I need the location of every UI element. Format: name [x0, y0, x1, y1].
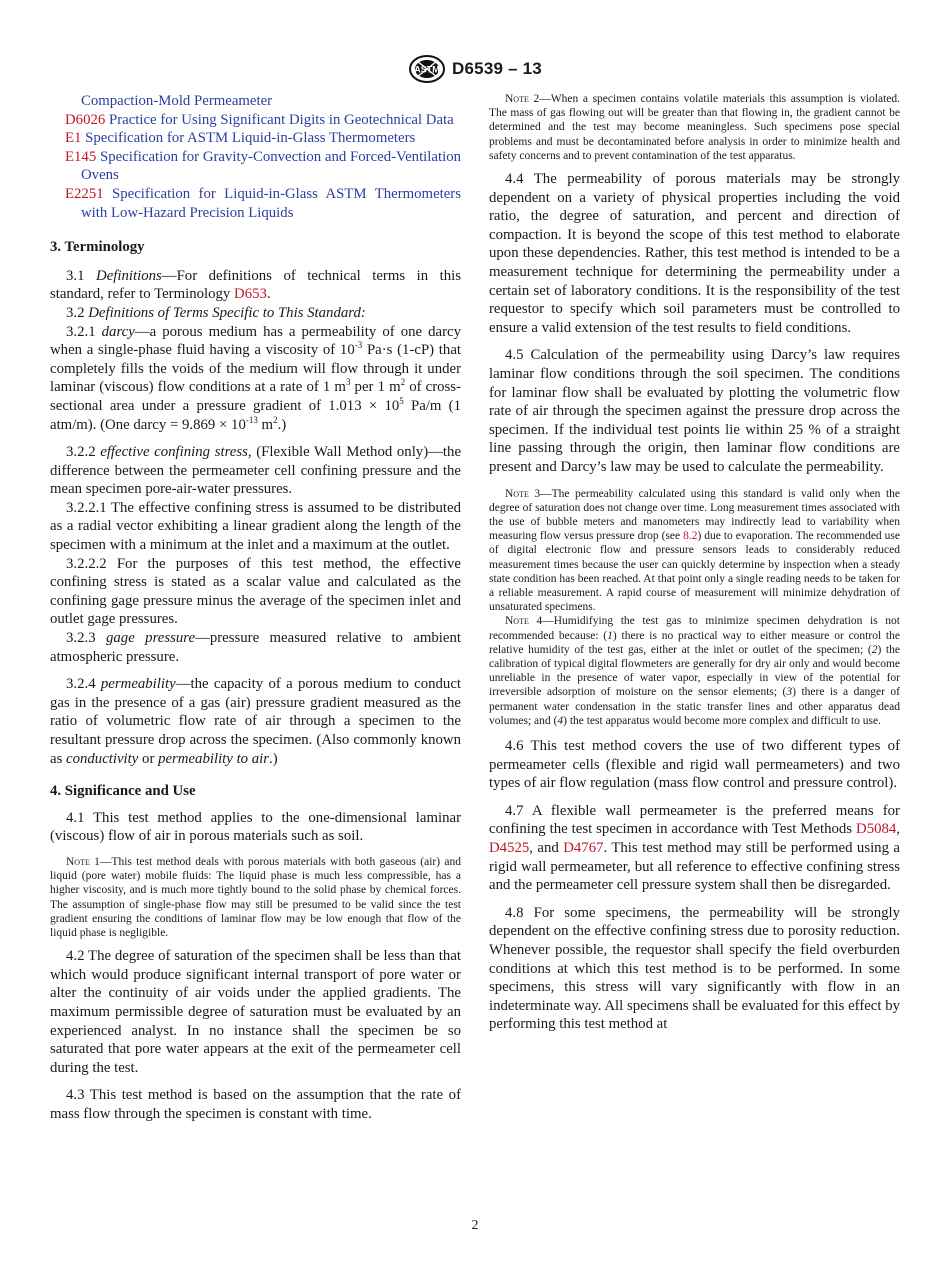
paragraph-4-2: 4.2 The degree of saturation of the specimen shall be less than that which would produce significant internal transport of pore water or alter the continuity of air voids under the applied gradients. The maximum permissible degree of saturation must be evaluated by an experienced analyst. In no instance shall the specimen be so saturated that pore water appears at the exit of the permeameter cell during the test. [50, 948, 461, 1076]
page-header [0, 52, 950, 86]
paragraph-4-6: 4.6 This test method covers the use of two different types of permeameter cells (flexible and rigid wall permeameters) and two types of air flow regulation (mass flow control and pressure control). [489, 737, 900, 792]
section-link[interactable]: 8.2 [683, 530, 698, 543]
note-1: Note 1—This test method deals with porous materials with both gaseous (air) and liquid (pore water) mobile fluids: The liquid phase is much less compressible, has a higher viscosity, and is much more tightly bound to the solid phase by chemical forces. The assumption of single-phase flow may still be presumed to be valid since the test gradient ensuring the conditions of laminar flow may be low enough that flow of the liquid phase is negligible. [50, 855, 461, 939]
paragraph-3-2-2: 3.2.2 effective confining stress, (Flexible Wall Method only)—the difference between the permeameter cell confining pressure and the mean specimen pore-air-water pressures. [50, 444, 462, 498]
right-column [489, 92, 900, 1034]
reference-code-link[interactable]: E1 [65, 130, 82, 147]
section-heading-significance: 4. Significance and Use [50, 783, 196, 800]
reference-continuation: Compaction-Mold Permeameter [81, 93, 273, 109]
standard-link-d4767[interactable]: D4767 [563, 839, 604, 856]
paragraph-4-1: 4.1 This test method applies to the one-dimensional laminar (viscous) flow of air in porous materials such as soil. [50, 809, 461, 845]
page-number: 2 [471, 1218, 479, 1233]
standard-link-d4525[interactable]: D4525 [489, 839, 530, 856]
paragraph-3-2-2-1: 3.2.2.1 The effective confining stress is assumed to be distributed as a radial vector exhibiting a linear gradient along the length of the specimen with a minimum at the inlet and a maximum at the outlet. [50, 499, 461, 554]
reference-code-link[interactable]: E2251 [65, 185, 104, 202]
paragraph-3-2-1: 3.2.1 darcy—a porous medium has a permeability of one darcy when a single-phase fluid having a viscosity of $10^{-3}$ Pa·s (1-cP) that completely fills the voids of the medium will flow through it under laminar (viscous) flow conditions at a rate of 1 $m^3$ per 1 $m^2$ of cross-sectional area under a pressure gradient of $1.013 \times 10^5$ Pa/m (1 atm/m). (One darcy = $9.869 \times 10^{-13}$ $m^2$.) [50, 323, 461, 433]
paragraph-3-1: 3.1 Definitions—For definitions of technical terms in this standard, refer to Terminology D653. [50, 267, 461, 303]
paragraph-4-3: 4.3 This test method is based on the assumption that the rate of mass flow through the specimen is constant with time. [50, 1087, 461, 1122]
paragraph-4-7: 4.7 A flexible wall permeameter is the preferred means for confining the test specimen in accordance with Test Methods D5084, D4525, and D4767. This test method may still be performed using a rigid wall permeameter, but all reference to effective confining stress and the permeameter cell pressure system shall then be disregarded. [489, 802, 900, 894]
standard-link-d5084[interactable]: D5084 [856, 821, 897, 838]
note-2: Note 2—When a specimen contains volatile materials this assumption is violated. The mass of gas flowing out will be greater than that flowing in, the gradient cannot be determined and the test may become meaningless. Such specimens pose special problems and must be decontaminated before analysis in order to minimize health and safety concerns and to prevent contamination of the test apparatus. [489, 93, 901, 162]
reference-item: D6026 Practice for Using Significant Digits in Geotechnical Data [65, 111, 454, 128]
note-4: Note 4—Humidifying the test gas to minimize specimen dehydration is not recommended because: (1) there is no practical way to either measure or control the relative humidity of the test gas, either at the inlet or outlet of the specimen; (2) the calibration of typical digital flowmeters are generally for dry air only and would become unreliable in the presence of water vapor, especially in view of the potential for irreversible adsorption of moisture on the sensor elements; (3) there is a danger of permanent water condensation in the static transfer lines and other apparatus dead volumes; and (4) the test apparatus would become more complex and difficult to use. [489, 615, 900, 727]
paragraph-4-5: 4.5 Calculation of the permeability using Darcy’s law requires laminar flow conditions through the soil specimen. The conditions for laminar flow shall be evaluated by plotting the volumetric flow rate of air through the specimen against the pressure drop across the specimen. If the individual test points lie within 25 % of a straight line passing through the origin, then laminar flow conditions are present and Darcy’s law may be used to calculate the permeability. [489, 347, 900, 475]
astm-logo-icon [408, 54, 446, 84]
reference-code-link[interactable]: D6026 [65, 111, 106, 128]
reference-item: E145 Specification for Gravity-Convection and Forced-Ventilation Ovens [65, 148, 461, 184]
paragraph-3-2-3: 3.2.3 gage pressure—pressure measured relative to ambient atmospheric pressure. [50, 630, 461, 665]
terminology-link[interactable]: D653 [234, 286, 267, 303]
reference-item: E1 Specification for ASTM Liquid-in-Glass Thermometers [65, 130, 416, 147]
paragraph-3-2: 3.2 Definitions of Terms Specific to This Standard: [66, 304, 366, 321]
paragraph-3-2-2-2: 3.2.2.2 For the purposes of this test method, the effective confining stress is stated as a scalar value and calculated as the confining gage pressure minus the average of the specimen inlet and outlet gage pressures. [50, 555, 461, 628]
section-heading-terminology: 3. Terminology [50, 239, 145, 256]
svg-text:ASTM: ASTM [414, 64, 440, 75]
paragraph-3-2-4: 3.2.4 permeability—the capacity of a porous medium to conduct gas in the presence of a gas (air) pressure gradient measured as the ratio of volumetric flow rate of air through a specimen to the resultant pressure drop across the specimen. (Also commonly known as conductivity or permeability to air.) [50, 676, 462, 767]
reference-code-link[interactable]: E145 [65, 148, 97, 165]
reference-item: E2251 Specification for Liquid-in-Glass ASTM Thermometers with Low-Hazard Precision Liquids [65, 185, 461, 221]
left-column [50, 92, 461, 1124]
note-3: Note 3—The permeability calculated using this standard is valid only when the degree of saturation does not change over time. Long measurement times associated with the use of bubble meters and manometers may indirectly lead to variability when measuring flow versus pressure drop (see 8.2) due to evaporation. The recommended use of digital electronic flow and pressure sensors leads to considerably reduced measurement times because the user can quickly determine by inspection when a steady state condition has been reached. At that point only a single reading needs to be taken for a reliable measurement. A rapid course of measurement will minimize dehydration of unsaturated specimens. [489, 487, 901, 614]
document-id: D6539 – 13 [452, 59, 542, 78]
paragraph-4-8: 4.8 For some specimens, the permeability will be strongly dependent on the effective confining stress due to porosity reduction. Whenever possible, the requestor shall specify the field overburden conditions at which this test method is to be performed. In some specimens, this stress will vary significantly with flow in an indeterminate way. All specimens shall be evaluated for this effect by performing this test method at [489, 904, 900, 1033]
paragraph-4-4: 4.4 The permeability of porous materials may be strongly dependent on a variety of physical properties including the void ratio, the degree of saturation, and percent and direction of compaction. It is beyond the scope of this test method to elaborate upon these dependencies. Rather, this test method is intended to be a measurement technique for determining the permeability under a certain set of laboratory conditions. It is the responsibility of the test requestor to specify which soil parameters must be controlled to ensure a valid extension of the test results to field conditions. [489, 171, 900, 336]
